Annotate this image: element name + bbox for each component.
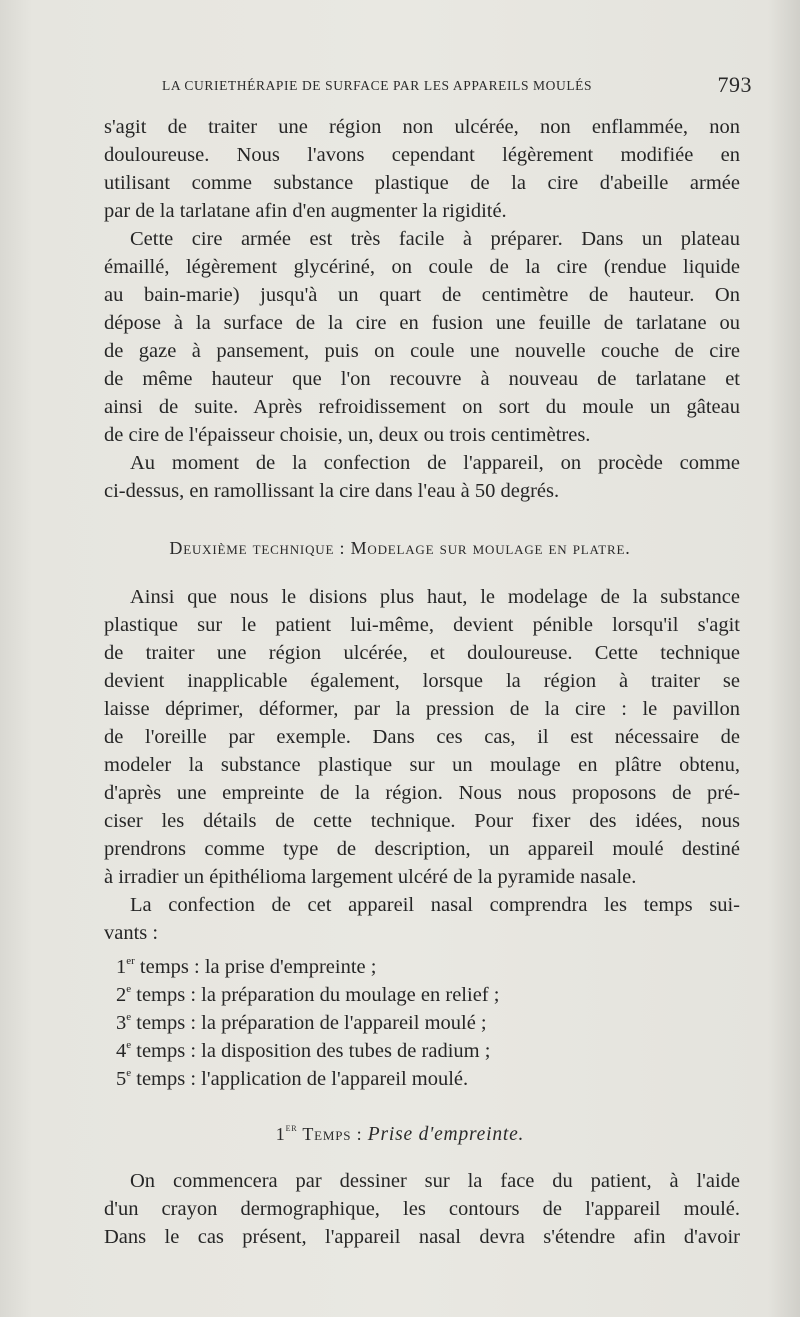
text-line: d'un crayon dermographique, les contours de l'appareil moulé. (104, 1198, 740, 1220)
text-line: ci-dessus, en ramollissant la cire dans l'eau à 50 degrés. (104, 480, 560, 502)
text-line: utilisant comme substance plastique de la cire d'abeille armée (104, 172, 740, 194)
text-line: prendrons comme type de description, un appareil moulé destiné (104, 838, 740, 860)
text-line: dépose à la surface de la cire en fusion une feuille de tarlatane ou (104, 312, 740, 334)
text-line: de gaze à pansement, puis on coule une nouvelle couche de cire (104, 340, 740, 362)
text-line: Au moment de la confection de l'appareil, on procède comme (130, 452, 740, 474)
text-line: de l'oreille par exemple. Dans ces cas, il est nécessaire de (104, 726, 740, 748)
text-line: douloureuse. Nous l'avons cependant légèrement modifiée en (104, 144, 740, 166)
running-head: LA CURIETHÉRAPIE DE SURFACE PAR LES APPAREILS MOULÉS (162, 78, 593, 93)
text-line: par de la tarlatane afin d'en augmenter la rigidité. (104, 200, 507, 222)
text-line: Ainsi que nous le disions plus haut, le modelage de la substance (130, 586, 740, 608)
text-line: Cette cire armée est très facile à préparer. Dans un plateau (130, 228, 740, 250)
text-line: à irradier un épithélioma largement ulcéré de la pyramide nasale. (104, 866, 637, 888)
text-line: de cire de l'épaisseur choisie, un, deux ou trois centimètres. (104, 424, 591, 446)
list-item: 4e temps : la disposition des tubes de radium ; (116, 1039, 491, 1062)
text-line: La confection de cet appareil nasal comprendra les temps sui- (130, 894, 740, 916)
subsection-heading: 1er Temps : Prise d'empreinte. (275, 1122, 525, 1145)
page-header (162, 72, 752, 100)
text-line: s'agit de traiter une région non ulcérée, non enflammée, non (104, 116, 740, 138)
section-heading: Deuxième technique : Modelage sur moulage en platre. (169, 538, 631, 558)
text-line: émaillé, légèrement glycériné, on coule de la cire (rendue liquide (104, 256, 740, 278)
text-line: de même hauteur que l'on recouvre à nouveau de tarlatane et (104, 368, 740, 390)
text-line: laisse déprimer, déformer, par la pression de la cire : le pavillon (104, 698, 740, 720)
text-line: d'après une empreinte de la région. Nous nous proposons de pré- (104, 782, 740, 804)
text-line: modeler la substance plastique sur un moulage en plâtre obtenu, (104, 754, 740, 776)
text-line: vants : (104, 922, 159, 944)
text-line: devient inapplicable également, lorsque la région à traiter se (104, 670, 740, 692)
text-line: ciser les détails de cette technique. Pour fixer des idées, nous (104, 810, 740, 832)
list-item: 3e temps : la préparation de l'appareil moulé ; (116, 1011, 487, 1034)
text-line: ainsi de suite. Après refroidissement on sort du moule un gâteau (104, 396, 740, 418)
page-number: 793 (717, 72, 752, 97)
text-line: plastique sur le patient lui-même, devient pénible lorsqu'il s'agit (104, 614, 740, 636)
list-item: 1er temps : la prise d'empreinte ; (116, 955, 377, 978)
text-line: au bain-marie) jusqu'à un quart de centimètre de hauteur. On (104, 284, 740, 306)
text-line: Dans le cas présent, l'appareil nasal devra s'étendre afin d'avoir (104, 1226, 740, 1248)
list-item: 2e temps : la préparation du moulage en relief ; (116, 983, 500, 1006)
text-line: de traiter une région ulcérée, et douloureuse. Cette technique (104, 642, 740, 664)
text-line: On commencera par dessiner sur la face du patient, à l'aide (130, 1170, 740, 1192)
list-item: 5e temps : l'application de l'appareil moulé. (116, 1067, 469, 1090)
